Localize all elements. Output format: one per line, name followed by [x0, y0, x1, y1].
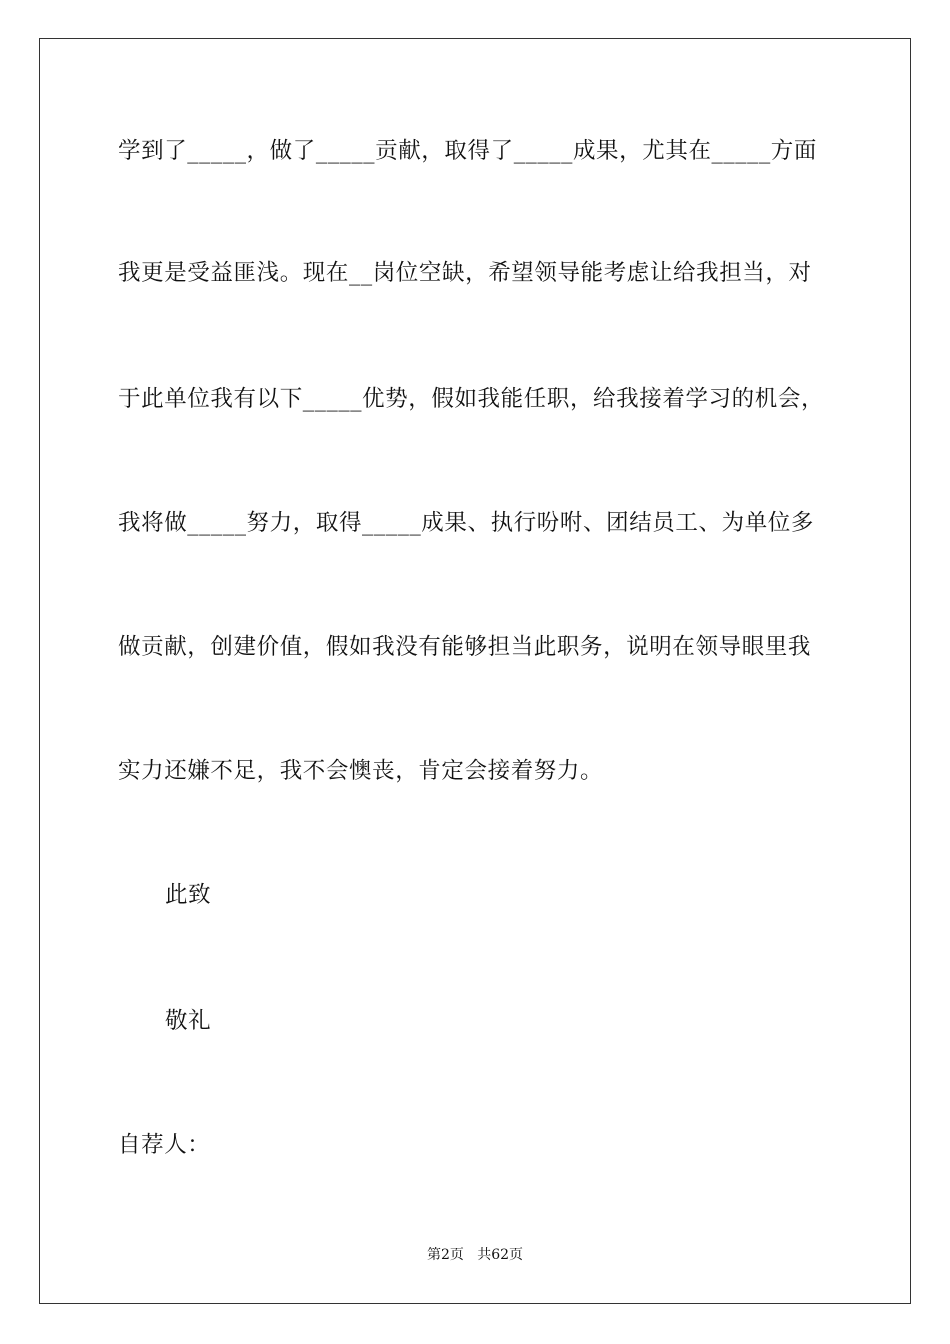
page-border [39, 38, 911, 1304]
page-number: 第2页 共62页 [426, 1247, 524, 1263]
closing-regards: 敬礼 [165, 1008, 212, 1034]
body-text-line-4: 我将做_____努力，取得_____成果、执行吩咐、团结员工、为单位多 [118, 510, 815, 536]
body-text-line-5: 做贡献，创建价值，假如我没有能够担当此职务，说明在领导眼里我 [118, 634, 812, 660]
closing-salutation: 此致 [165, 882, 212, 908]
body-text-line-3: 于此单位我有以下_____优势，假如我能任职，给我接着学习的机会， [118, 386, 825, 412]
body-text-line-1: 学到了_____，做了_____贡献，取得了_____成果，尤其在_____方面 [118, 138, 818, 164]
body-text-line-2: 我更是受益匪浅。现在__岗位空缺，希望领导能考虑让给我担当，对 [118, 260, 812, 286]
signature-label: 自荐人： [118, 1132, 211, 1158]
body-text-line-6: 实力还嫌不足，我不会懊丧，肯定会接着努力。 [118, 758, 604, 784]
